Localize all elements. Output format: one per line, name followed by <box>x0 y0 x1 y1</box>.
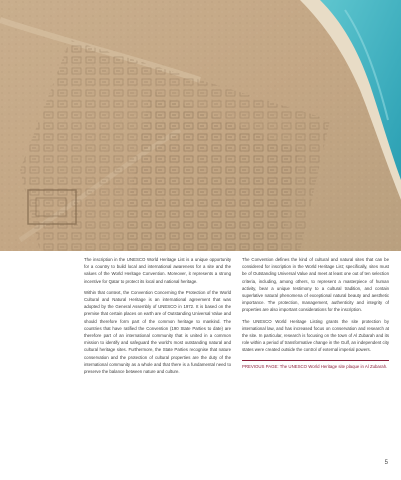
paragraph: The inscription in the UNESCO World Heritage List is a unique opportunity for a country to build local and international awareness for a site and the values of the World Heritage Convention. Moreover, it represents a strong incentive for Qatar to protect its local and national heritage. <box>84 257 231 284</box>
left-column <box>84 256 231 379</box>
page-number: 5 <box>384 460 388 466</box>
paragraph: Within that context, the Convention Concerning the Protection of the World Cultural and Natural Heritage is an international agreement that was adopted by the General Assembly of UNESCO in 1972. It is based on the premise that certain places on earth are of Outstanding Universal Value and should therefore form part of the common heritage to mankind. The countries that have ratified the Convention (190 State Parties to date) are therefore part of an international community that is united in a common mission to identify and safeguard the world’s most outstanding natural and cultural heritage sites. Furthermore, the State Parties recognise that nature conservation and the protection of cultural properties are the duty of the international community as a whole and that there is a fundamental need to preserve the balance between nature and culture. <box>84 289 231 375</box>
paragraph: The UNESCO World Heritage Listing grants the site protection by international law, and has increased focus on conservation and research at the site. In particular, research is focusing on the town of Al Zubarah and its role within a period of transformative change in the Gulf, an independent city states were created outside the control of external imperial powers. <box>242 318 389 353</box>
article-body <box>84 256 389 452</box>
paragraph: The Convention defines the kind of cultural and natural sites that can be considered for inscription in the World Heritage List; specifically, sites must be of Outstanding Universal Value and meet at least one out of ten selection criteria, including, among others, to represent a masterpiece of human activity, bear a unique testimony to a cultural tradition, and contain superlative natural phenomena of exceptional natural beauty and aesthetic importance. The protection, management, authenticity and integrity of properties are also important considerations for the inscription. <box>242 257 389 313</box>
right-column <box>242 256 389 370</box>
photo-caption: PREVIOUS PAGE: The UNESCO World Heritage site plaque in Al Zubarah. <box>242 360 389 370</box>
